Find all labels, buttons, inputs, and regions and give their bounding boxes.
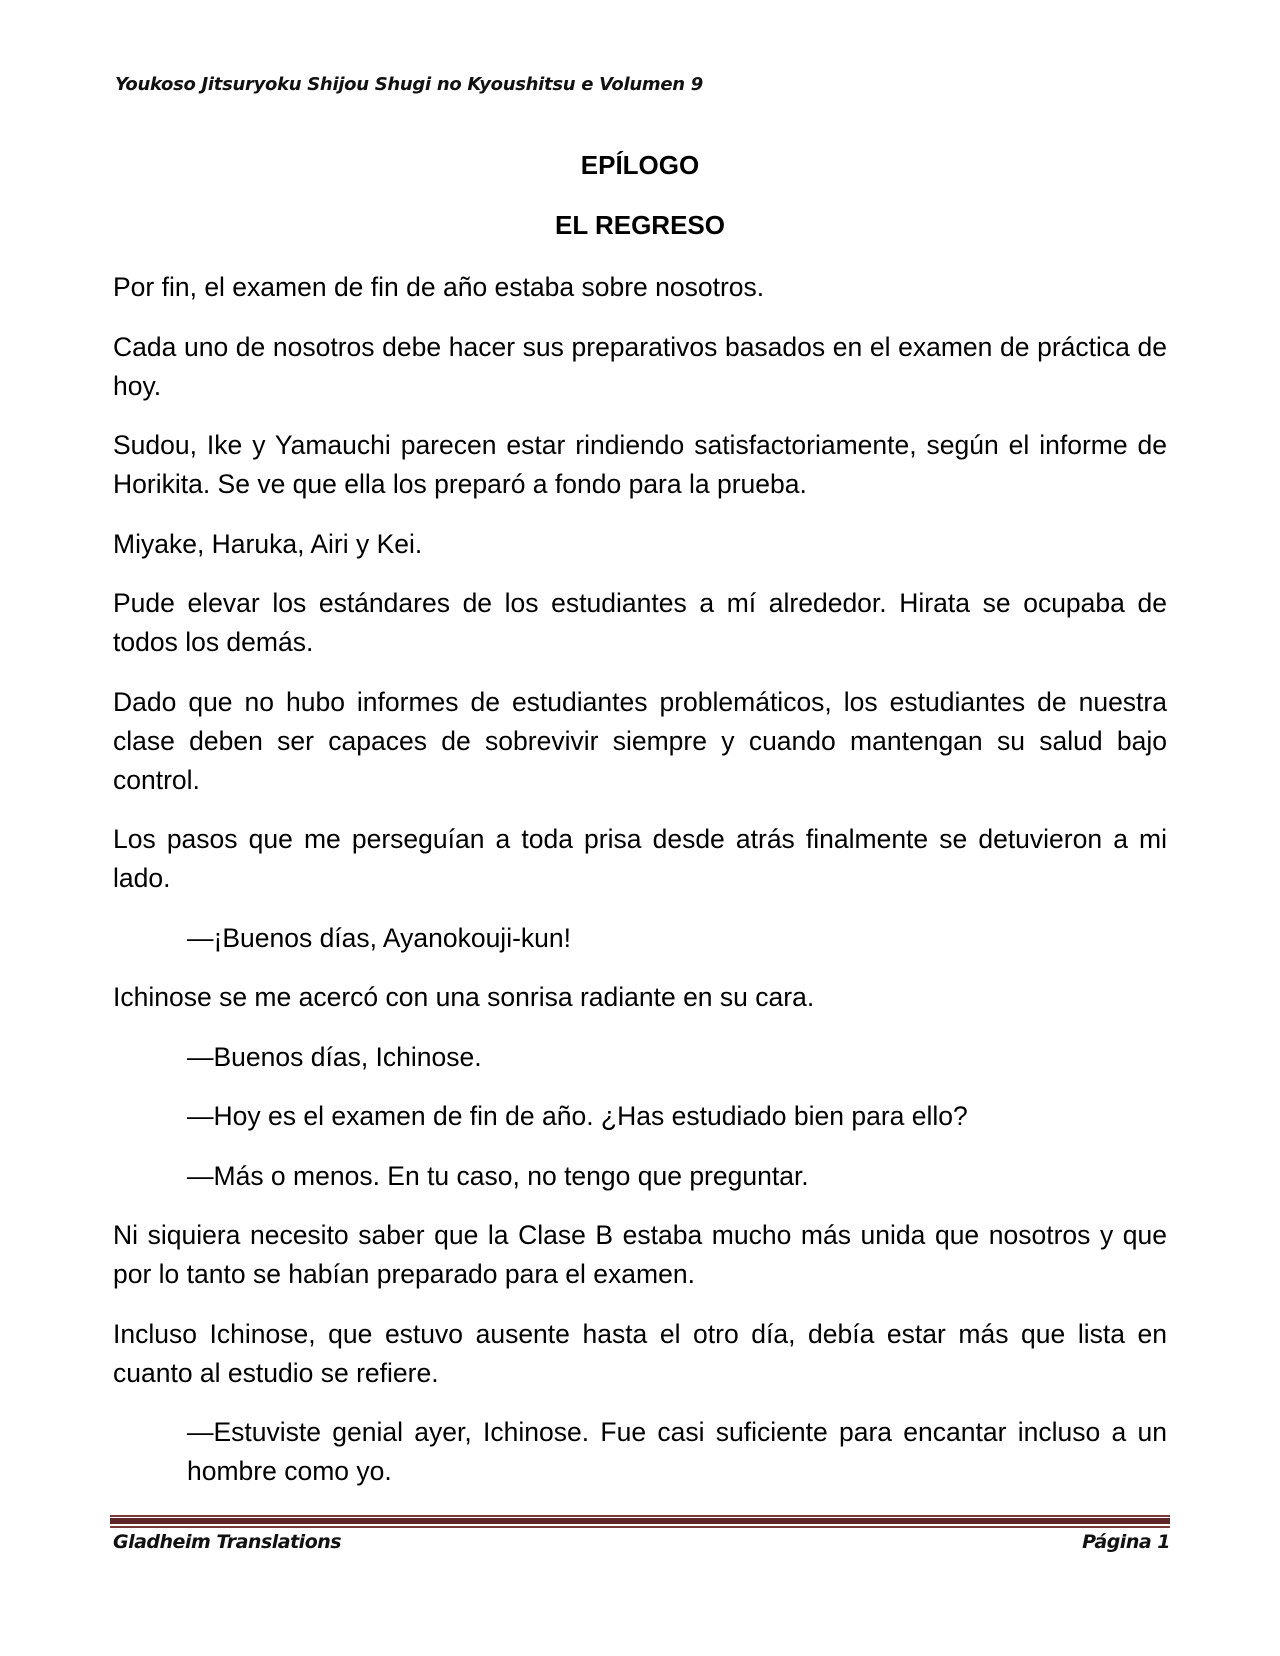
paragraph: Ni siquiera necesito saber que la Clase B estaba mucho más unida que nosotros y que por lo tanto se habían preparado para el examen. (113, 1220, 1167, 1289)
footer-credit: Gladheim Translations (113, 1531, 342, 1553)
running-header: Youkoso Jitsuryoku Shijou Shugi no Kyoushitsu e Volumen 9 (115, 74, 703, 95)
dialogue-line: —¡Buenos días, Ayanokouji-kun! (187, 922, 571, 953)
dialogue-line: —Buenos días, Ichinose. (187, 1041, 482, 1072)
chapter-subtitle: EL REGRESO (554, 210, 725, 240)
dialogue-line: —Hoy es el examen de fin de año. ¿Has estudiado bien para ello? (187, 1101, 968, 1131)
paragraph: Sudou, Ike y Yamauchi parecen estar rindiendo satisfactoriamente, según el informe de Horikita. Se ve que ella los preparó a fondo para la prueba. (113, 430, 1167, 499)
page-number: Página 1 (1082, 1531, 1170, 1553)
chapter-title: EPÍLOGO (580, 150, 700, 180)
paragraph: Los pasos que me perseguían a toda prisa desde atrás finalmente se detuvieron a mi lado. (113, 824, 1167, 893)
paragraph: Miyake, Haruka, Airi y Kei. (113, 528, 423, 559)
paragraph: Por fin, el examen de fin de año estaba sobre nosotros. (113, 272, 765, 302)
footer-rule-thin-top (110, 1515, 1170, 1517)
paragraph: Cada uno de nosotros debe hacer sus preparativos basados en el examen de práctica de hoy. (113, 331, 1167, 401)
body-text (113, 268, 1167, 1512)
dialogue-line: —Estuviste genial ayer, Ichinose. Fue casi suficiente para encantar incluso a un hombre como yo. (187, 1417, 1167, 1486)
paragraph: Incluso Ichinose, que estuvo ausente hasta el otro día, debía estar más que lista en cuanto al estudio se refiere. (113, 1318, 1167, 1388)
dialogue-line: —Más o menos. En tu caso, no tengo que preguntar. (187, 1160, 809, 1191)
paragraph: Pude elevar los estándares de los estudiantes a mí alrededor. Hirata se ocupaba de todos los demás. (113, 588, 1167, 657)
footer-rule-thick (110, 1518, 1170, 1524)
footer-rule-thin-bottom (110, 1526, 1170, 1528)
paragraph: Dado que no hubo informes de estudiantes problemáticos, los estudiantes de nuestra clase deben ser capaces de sobrevivir siempre y cuando mantengan su salud bajo control. (113, 686, 1167, 795)
paragraph: Ichinose se me acercó con una sonrisa radiante en su cara. (113, 982, 815, 1012)
